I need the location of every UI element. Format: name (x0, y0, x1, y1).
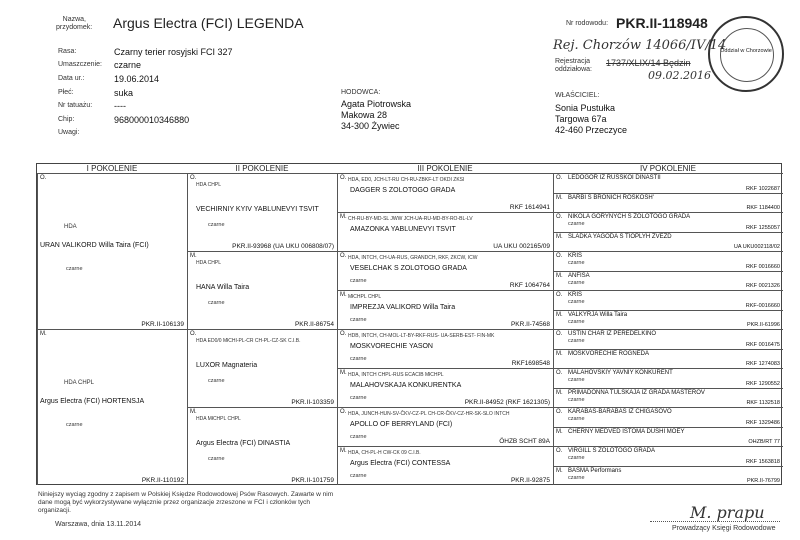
ancestor-color: czarne (66, 266, 83, 272)
ancestor-registration: PKR.II-92875 (510, 477, 550, 484)
ancestor-titles: HDA (64, 224, 77, 230)
owner-label: WŁAŚCICIEL: (555, 92, 600, 99)
ancestor-registration: RKF 1255057 (746, 224, 780, 231)
ancestor-color: czarne (208, 222, 225, 228)
ancestor-name: NIKOLA GORYNYCH S ZOLOTOGO GRADA (568, 214, 691, 220)
ancestor-registration: RKF 1614941 (509, 204, 550, 211)
ancestor-name: VALKYRJA Willa Taira (568, 311, 628, 318)
ancestor-color: czarne (350, 395, 367, 401)
stamp (708, 16, 784, 92)
ancestor-registration: RKF 1184400 (746, 205, 780, 211)
ancestor-color: czarne (568, 221, 585, 227)
pedigree-cell-gen4 (553, 232, 783, 252)
footer-note: Niniejszy wyciąg zgodny z zapisem w Polskiej Księdze Rodowodowej Psów Rasowych. Zawarte w nim dane mogą być wykorzystywane wyłącznie przez organizacje zrzeszone w FCI i członków tych organizacji. (38, 491, 334, 514)
ancestor-name: KRIS (568, 292, 583, 298)
birth-date: 19.06.2014 (114, 74, 160, 84)
ancestor-registration: PKR.II-103359 (291, 399, 334, 406)
stamp-inner-text: Oddział w Chorzowie (720, 48, 772, 54)
breeder-city: 34-300 Żywiec (341, 121, 400, 131)
pedigree-cell-gen2 (187, 407, 337, 485)
ancestor-name: Argus Electra (FCI) CONTESSA (350, 460, 451, 467)
pedigree-cell-gen3 (337, 407, 553, 446)
ancestor-name: BARBI S BRONICH ROSKOSH' (568, 194, 654, 201)
color: czarne (114, 60, 142, 70)
ancestor-registration: RKF 1132518 (746, 400, 780, 406)
pedigree-cell-gen3 (337, 329, 553, 368)
pedigree-cell-gen4 (553, 310, 783, 330)
ancestor-color: czarne (350, 317, 367, 323)
pedigree-cell-gen4 (553, 427, 783, 447)
ancestor-sex: O. (556, 370, 563, 376)
ancestor-titles: HDA, INTCH, CH-UA-RUS, GRANDCH, RKF, ZKCW, ICW (348, 255, 478, 261)
ancestor-name: CHERNY MEDVED ISTOMA DUSHI MOEY (568, 428, 685, 435)
ancestor-titles: MłCHPL CHPL (348, 294, 382, 300)
ancestor-sex: O. (190, 331, 197, 337)
ancestor-sex: M. (190, 409, 197, 415)
ancestor-registration: UA UKU 002165/09 (493, 243, 550, 250)
ancestor-registration: OHZB/RT 77 (748, 439, 780, 445)
pedigree-cell-gen4 (553, 466, 783, 486)
generation-header-1: I POKOLENIE (86, 164, 138, 173)
registration-handwritten: Rej. Chorzów 14066/IV/14 (553, 38, 727, 53)
ancestor-registration: PKR.II-74568 (510, 321, 550, 328)
ancestor-sex: O. (340, 409, 347, 415)
ancestor-name: VESELCHAK S ZOLOTOGO GRADA (350, 265, 467, 272)
pedigree-cell-gen3 (337, 446, 553, 485)
ancestor-color: czarne (568, 318, 585, 325)
ancestor-name: KRIS (568, 253, 583, 259)
ancestor-name: DAGGER S ZOLOTOGO GRADA (350, 187, 456, 194)
ancestor-color: czarne (350, 434, 367, 440)
ancestor-registration: ÖHZB SCHT 89A (499, 438, 550, 445)
ancestor-name: Argus Electra (FCI) DINASTIA (196, 440, 291, 447)
ancestor-registration: RKF 1022687 (746, 185, 780, 192)
owner-city: 42-460 Przeczyce (555, 125, 628, 135)
ancestor-sex: M. (556, 311, 563, 318)
ancestor-color: czarne (208, 456, 225, 462)
ancestor-name: APOLLO OF BERRYLAND (FCI) (350, 421, 453, 428)
ancestor-registration: PKR.II-86754 (294, 321, 334, 328)
tattoo-label: Nr tatuażu: (58, 102, 93, 109)
ancestor-sex: M. (556, 467, 563, 474)
ancestor-registration: RKF 1563818 (746, 458, 780, 465)
ancestor-titles: CH-RU-BY-MD-SL JWW JCH-UA-RU-MD-BY-RO-BL-LV (348, 216, 473, 222)
ancestor-name: AMAZONKA YABLUNEVYI TSVIT (350, 226, 456, 233)
ancestor-sex: M. (40, 331, 47, 337)
generation-header-2: II POKOLENIE (235, 164, 289, 173)
ancestor-color: czarne (208, 378, 225, 384)
pedigree-cell-gen2 (187, 329, 337, 407)
ancestor-color: czarne (568, 279, 585, 286)
pedigree-cell-gen4 (553, 446, 783, 466)
sex-label: Płeć: (58, 89, 74, 96)
pedigree-cell-gen3 (337, 290, 553, 329)
signer-title: Prowadzący Księgi Rodowodowe (672, 525, 776, 532)
ancestor-name: USTIN CHAR IZ PEREDELKINO (568, 331, 657, 337)
owner-street: Targowa 67a (555, 114, 607, 124)
pedigree-cell-gen3 (337, 173, 553, 212)
pedigree-number-label: Nr rodowodu: (566, 20, 609, 27)
pedigree-cell-gen2 (187, 251, 337, 329)
generation-header-3: III POKOLENIE (417, 164, 473, 173)
pedigree-cell-gen1 (37, 173, 187, 329)
issue-place-date: Warszawa, dnia 13.11.2014 (55, 521, 141, 528)
ancestor-registration: RKF 1329486 (746, 419, 780, 426)
pedigree-number: PKR.II-118948 (616, 15, 708, 31)
ancestor-name: URAN VALIKORD Willa Taira (FCI) (40, 242, 149, 249)
pedigree-cell-gen2 (187, 173, 337, 251)
ancestor-sex: O. (556, 175, 563, 181)
ancestor-name: MOSKVORECHIE YASON (350, 343, 433, 350)
name-label: Nazwa, przydomek: (56, 16, 93, 31)
ancestor-name: BASMA Performans (568, 467, 622, 474)
ancestor-registration: PKR.II-110192 (141, 477, 184, 484)
ancestor-registration: PKR.II-101759 (291, 477, 334, 484)
pedigree-cell-gen4 (553, 173, 783, 193)
ancestor-name: VIRGILL S ZOLOTOGO GRADA (568, 448, 656, 454)
ancestor-sex: O. (556, 292, 563, 298)
pedigree-cell-gen4 (553, 349, 783, 369)
ancestor-titles: HDA, INTCH CHPL-RUS ECACIB MłCHPL (348, 372, 444, 378)
breeder-street: Makowa 28 (341, 110, 388, 120)
ancestor-color: czarne (568, 260, 585, 266)
ancestor-name: MOSKVORECHIE ROGNEDA (568, 350, 650, 357)
ancestor-registration: RKF 0016660 (746, 263, 780, 270)
ancestor-sex: O. (340, 253, 347, 259)
registration-date: 09.02.2016 (648, 69, 711, 82)
ancestor-registration: RKF 0021326 (746, 283, 780, 289)
owner-name: Sonia Pustułka (555, 103, 616, 113)
ancestor-titles: HDB, INTCH, CH-MOL-LT-BY-RKF-RUS- UA-SERB-EST- FIN-MK (348, 333, 495, 339)
ancestor-registration: PKR.II-93968 (UA UKU 006808/07) (232, 243, 334, 250)
ancestor-name: LEDOGOR IZ RUSSKOI DINASTII (568, 175, 661, 181)
ancestor-titles: HDA CHPL (196, 260, 222, 266)
pedigree-cell-gen3 (337, 251, 553, 290)
pedigree-cell-gen4 (553, 388, 783, 408)
ancestor-color: czarne (568, 455, 585, 461)
pedigree-cell-gen1 (37, 329, 187, 485)
breeder-name: Agata Piotrowska (341, 99, 412, 109)
ancestor-registration: PKR.II-76799 (746, 478, 780, 484)
tattoo: ---- (114, 101, 126, 111)
ancestor-name: PRIMADONNA TULSKAJA IZ GRADA MASTEROV (568, 389, 705, 396)
ancestor-name: HANA Willa Taira (196, 284, 250, 291)
ancestor-sex: M. (340, 214, 347, 220)
chip: 968000010346880 (114, 115, 190, 125)
remarks-label: Uwagi: (58, 129, 80, 136)
ancestor-sex: M. (556, 350, 563, 357)
ancestor-color: czarne (350, 356, 367, 362)
ancestor-color: czarne (350, 278, 367, 284)
ancestor-sex: M. (340, 292, 347, 298)
breeder-label: HODOWCA: (341, 89, 381, 96)
ancestor-sex: O. (556, 331, 563, 337)
ancestor-titles: HDA, ED0, JCH-LT-RU CH-RU-ZBKF-LT OKDI ZKSI (348, 177, 465, 183)
ancestor-name: VECHIRNIY KYIV YABLUNEVYI TSVIT (196, 206, 319, 213)
pedigree-cell-gen4 (553, 271, 783, 291)
ancestor-color: czarne (568, 377, 585, 383)
ancestor-color: czarne (350, 473, 367, 479)
ancestor-sex: M. (340, 448, 347, 454)
ancestor-sex: O. (40, 175, 47, 181)
breed: Czarny terier rosyjski FCI 327 (114, 47, 233, 57)
ancestor-registration: UA UKU002118/02 (733, 244, 780, 250)
ancestor-color: czarne (568, 396, 585, 403)
ancestor-color: czarne (568, 474, 585, 481)
ancestor-titles: HDA, JUNCH-HUN-SV-ČKV-CZ-PL CH-CR-ČKV-CZ-HR-SK-SLO INTCH (348, 411, 510, 417)
ancestor-titles: HDA CHPL (196, 182, 222, 188)
generation-header-4: IV POKOLENIE (639, 164, 697, 173)
ancestor-sex: M. (556, 389, 563, 396)
ancestor-name: SLADKA YAGODA S TIOPLYH ZVEZD (568, 233, 672, 240)
pedigree-cell-gen4 (553, 368, 783, 388)
breed-label: Rasa: (58, 48, 77, 55)
sex: suka (114, 88, 134, 98)
pedigree-cell-gen4 (553, 251, 783, 271)
registration-label: Rejestracja oddziałowa: (555, 58, 592, 73)
ancestor-sex: M. (556, 233, 563, 240)
color-label: Umaszczenie: (58, 61, 102, 68)
ancestor-name: MALAHOVSKIY YAVNIY KONKURENT (568, 370, 673, 376)
ancestor-sex: M. (556, 272, 563, 279)
ancestor-color: czarne (568, 416, 585, 422)
ancestor-color: czarne (208, 300, 225, 306)
ancestor-registration: RKF 1274083 (746, 361, 780, 367)
pedigree-table (36, 163, 782, 485)
ancestor-name: Argus Electra (FCI) HORTENSJA (40, 398, 145, 405)
ancestor-registration: RKF 1064764 (509, 282, 550, 289)
ancestor-color: czarne (568, 299, 585, 305)
ancestor-sex: O. (190, 175, 197, 181)
ancestor-name: MALAHOVSKAJA KONKURENTKA (350, 382, 462, 389)
ancestor-registration: PKR.II-84952 (RKF 1621305) (464, 399, 550, 406)
ancestor-name: IMPREZJA VALIKORD Willa Taira (350, 304, 456, 311)
ancestor-sex: O. (556, 253, 563, 259)
ancestor-registration: RKF1698548 (511, 360, 550, 367)
signature: M. prapu (690, 503, 765, 522)
ancestor-name: KARABAS-BARABAS IZ CHIGASOVO (568, 409, 672, 415)
ancestor-name: ANFISA (568, 272, 590, 279)
ancestor-sex: O. (556, 214, 563, 220)
birth-date-label: Data ur.: (58, 75, 85, 82)
ancestor-registration: RKF 0016475 (746, 341, 780, 348)
ancestor-color: czarne (66, 422, 83, 428)
ancestor-titles: HDA CHPL (64, 380, 95, 386)
ancestor-color: czarne (568, 338, 585, 344)
ancestor-name: LUXOR Magnateria (196, 362, 258, 369)
ancestor-sex: M. (190, 253, 197, 259)
ancestor-registration: RKF 1290552 (746, 380, 780, 387)
ancestor-sex: O. (340, 331, 347, 337)
ancestor-sex: O. (556, 448, 563, 454)
pedigree-cell-gen4 (553, 329, 783, 349)
pedigree-cell-gen3 (337, 212, 553, 251)
pedigree-cell-gen3 (337, 368, 553, 407)
pedigree-cell-gen4 (553, 212, 783, 232)
ancestor-registration: RKF-0016660 (745, 302, 780, 309)
pedigree-cell-gen4 (553, 407, 783, 427)
ancestor-sex: M. (340, 370, 347, 376)
pedigree-cell-gen4 (553, 290, 783, 310)
ancestor-titles: HDA ED0/0 MłCHI-PL-CR CH-PL-CZ-SK C.I.B. (196, 338, 301, 344)
ancestor-titles: HDA MłCHPL CHPL (196, 416, 241, 422)
ancestor-registration: PKR.II-106139 (141, 321, 184, 328)
registration-old: 1737/XLIX/14 Będzin (606, 58, 691, 68)
ancestor-sex: M. (556, 428, 563, 435)
pedigree-cell-gen4 (553, 193, 783, 213)
ancestor-registration: PKR.II-61996 (746, 322, 780, 328)
ancestor-titles: HDA, CH-PL-H CW-CK 09 C.I.B. (348, 450, 421, 456)
chip-label: Chip: (58, 116, 75, 123)
ancestor-sex: O. (340, 175, 347, 181)
dog-name: Argus Electra (FCI) LEGENDA (113, 15, 304, 31)
ancestor-sex: O. (556, 409, 563, 415)
ancestor-sex: M. (556, 194, 563, 201)
